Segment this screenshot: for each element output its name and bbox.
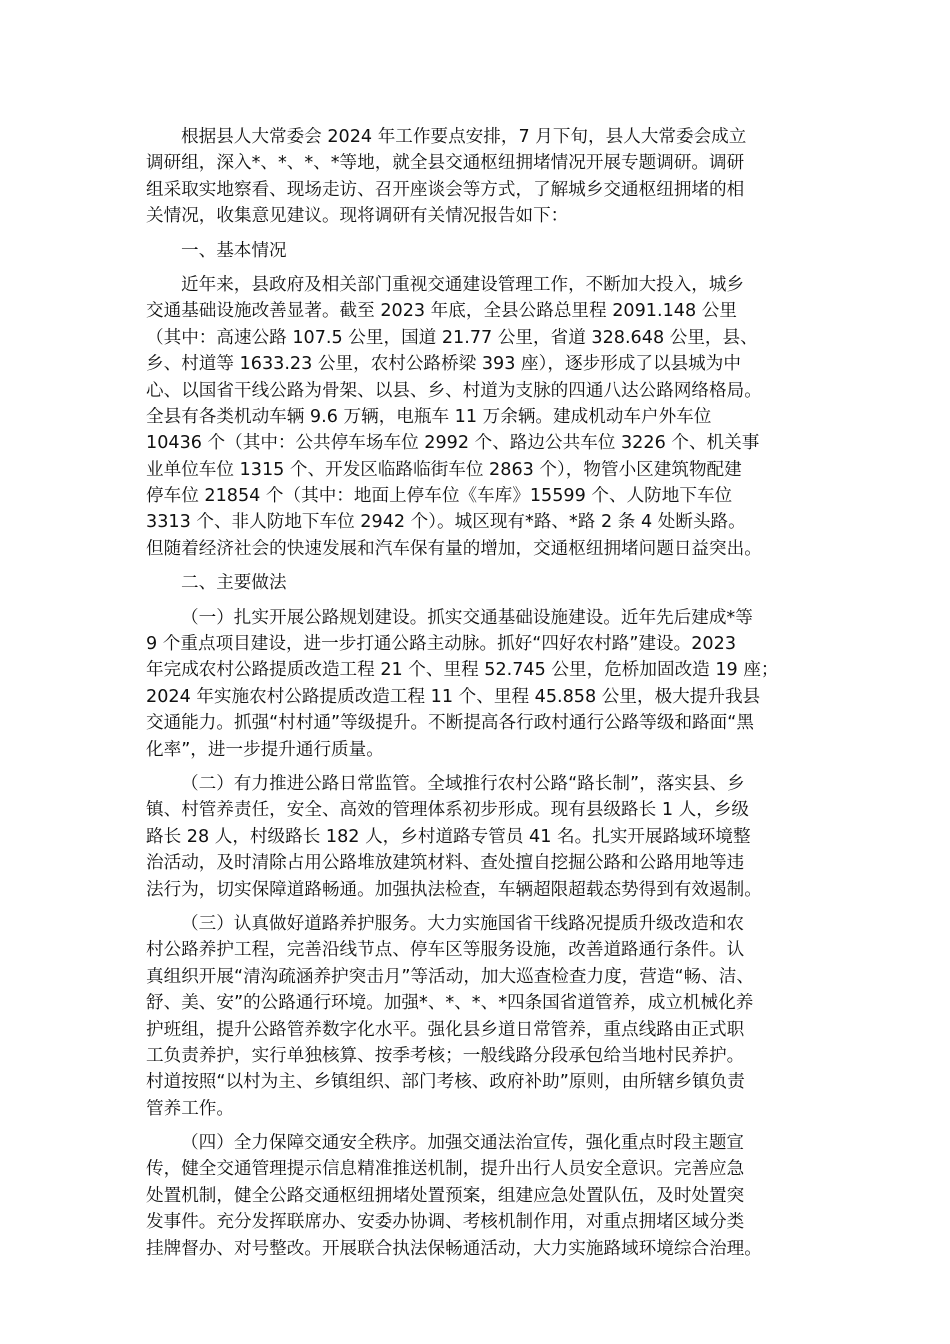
text-line: 根据县人大常委会 2024 年工作要点安排，7 月下旬，县人大常委会成立 — [181, 127, 747, 147]
text-line: （其中：高速公路 107.5 公里，国道 21.77 公里，省道 328.648 公里，县、 — [146, 327, 758, 348]
text-line: 调研组，深入*、*、*、*等地，就全县交通枢纽拥堵情况开展专题调研。调研 — [146, 153, 745, 174]
text-line: 心、以国省干线公路为骨架、以县、乡、村道为支脉的四通八达公路网络格局。 — [146, 380, 762, 401]
section-heading-text: 二、主要做法 — [181, 573, 287, 594]
text-line: （四）全力保障交通安全秩序。加强交通法治宣传，强化重点时段主题宣 — [181, 1133, 745, 1154]
text-line: 10436 个（其中：公共停车场车位 2992 个、路边公共车位 3226 个、机关事 — [146, 433, 760, 454]
text-line: 停车位 21854 个（其中：地面上停车位《车库》15599 个、人防地下车位 — [146, 486, 733, 507]
text-line: 管养工作。 — [146, 1098, 234, 1119]
text-line: 3313 个、非人防地下车位 2942 个）。城区现有*路、*路 2 条 4 处断头路。 — [146, 512, 746, 533]
paragraph-basic-situation — [146, 272, 806, 562]
document-page — [146, 124, 806, 1270]
text-line: 但随着经济社会的快速发展和汽车保有量的增加，交通枢纽拥堵问题日益突出。 — [146, 538, 762, 559]
section-heading-measures — [146, 570, 806, 596]
text-line: 化率”，进一步提升通行质量。 — [146, 739, 384, 760]
text-line: 乡、村道等 1633.23 公里，农村公路桥梁 393 座），逐步形成了以县城为中 — [146, 354, 741, 375]
paragraph-measure-2 — [146, 771, 806, 903]
text-line: 挂牌督办、对号整改。开展联合执法保畅通活动，大力实施路域环境综合治理。 — [146, 1238, 762, 1259]
text-line: （一）扎实开展公路规划建设。抓实交通基础设施建设。近年先后建成*等 — [181, 607, 753, 628]
text-line: 发事件。充分发挥联席办、安委办协调、考核机制作用，对重点拥堵区域分类 — [146, 1212, 745, 1233]
text-line: 业单位车位 1315 个、开发区临路临街车位 2863 个），物管小区建筑物配建 — [146, 459, 742, 480]
text-line: （三）认真做好道路养护服务。大力实施国省干线路况提质升级改造和农 — [181, 913, 745, 934]
text-line: 交通能力。抓强“村村通”等级提升。不断提高各行政村通行公路等级和路面“黑 — [146, 713, 754, 734]
text-line: 路长 28 人，村级路长 182 人，乡村道路专管员 41 名。扎实开展路域环境整 — [146, 826, 751, 847]
paragraph-measure-4 — [146, 1130, 806, 1262]
text-line: 治活动，及时清除占用公路堆放建筑材料、查处擅自挖掘公路和公路用地等违 — [146, 853, 745, 874]
text-line: 年完成农村公路提质改造工程 21 个、里程 52.745 公里，危桥加固改造 19 座； — [146, 660, 779, 681]
text-line: 传，健全交通管理提示信息精准推送机制，提升出行人员安全意识。完善应急 — [146, 1159, 745, 1180]
text-line: 法行为，切实保障道路畅通。加强执法检查，车辆超限超载态势得到有效遏制。 — [146, 879, 762, 900]
paragraph-measure-3 — [146, 911, 806, 1122]
text-line: 村公路养护工程，完善沿线节点、停车区等服务设施，改善道路通行条件。认 — [146, 940, 745, 961]
text-line: 组采取实地察看、现场走访、召开座谈会等方式，了解城乡交通枢纽拥堵的相 — [146, 179, 745, 200]
text-line: 舒、美、安”的公路通行环境。加强*、*、*、*四条国省道管养，成立机械化养 — [146, 993, 754, 1014]
section-heading-basic — [146, 238, 806, 264]
section-heading-text: 一、基本情况 — [181, 240, 287, 261]
paragraph-intro — [146, 124, 806, 230]
text-line: 村道按照“以村为主、乡镇组织、部门考核、政府补助”原则，由所辖乡镇负责 — [146, 1072, 745, 1093]
text-line: 工负责养护，实行单独核算、按季考核；一般线路分段承包给当地村民养护。 — [146, 1045, 745, 1066]
text-line: 关情况，收集意见建议。现将调研有关情况报告如下： — [146, 206, 569, 227]
text-line: 镇、村管养责任，安全、高效的管理体系初步形成。现有县级路长 1 人，乡级 — [146, 800, 749, 821]
text-line: 真组织开展“清沟疏涵养护突击月”等活动，加大巡查检查力度，营造“畅、洁、 — [146, 966, 754, 987]
text-line: 护班组，提升公路管养数字化水平。强化县乡道日常管养，重点线路由正式职 — [146, 1019, 745, 1040]
text-line: 处置机制，健全公路交通枢纽拥堵处置预案，组建应急处置队伍，及时处置突 — [146, 1185, 745, 1206]
paragraph-measure-1 — [146, 605, 806, 763]
text-line: 2024 年实施农村公路提质改造工程 11 个、里程 45.858 公里，极大提升我县 — [146, 686, 761, 707]
text-line: 全县有各类机动车辆 9.6 万辆，电瓶车 11 万余辆。建成机动车户外车位 — [146, 406, 712, 427]
text-line: 近年来，县政府及相关部门重视交通建设管理工作，不断加大投入，城乡 — [181, 274, 745, 295]
text-line: （二）有力推进公路日常监管。全域推行农村公路“路长制”，落实县、乡 — [181, 773, 745, 794]
text-line: 交通基础设施改善显著。截至 2023 年底，全县公路总里程 2091.148 公里 — [146, 301, 737, 322]
text-line: 9 个重点项目建设，进一步打通公路主动脉。抓好“四好农村路”建设。2023 — [146, 634, 737, 655]
